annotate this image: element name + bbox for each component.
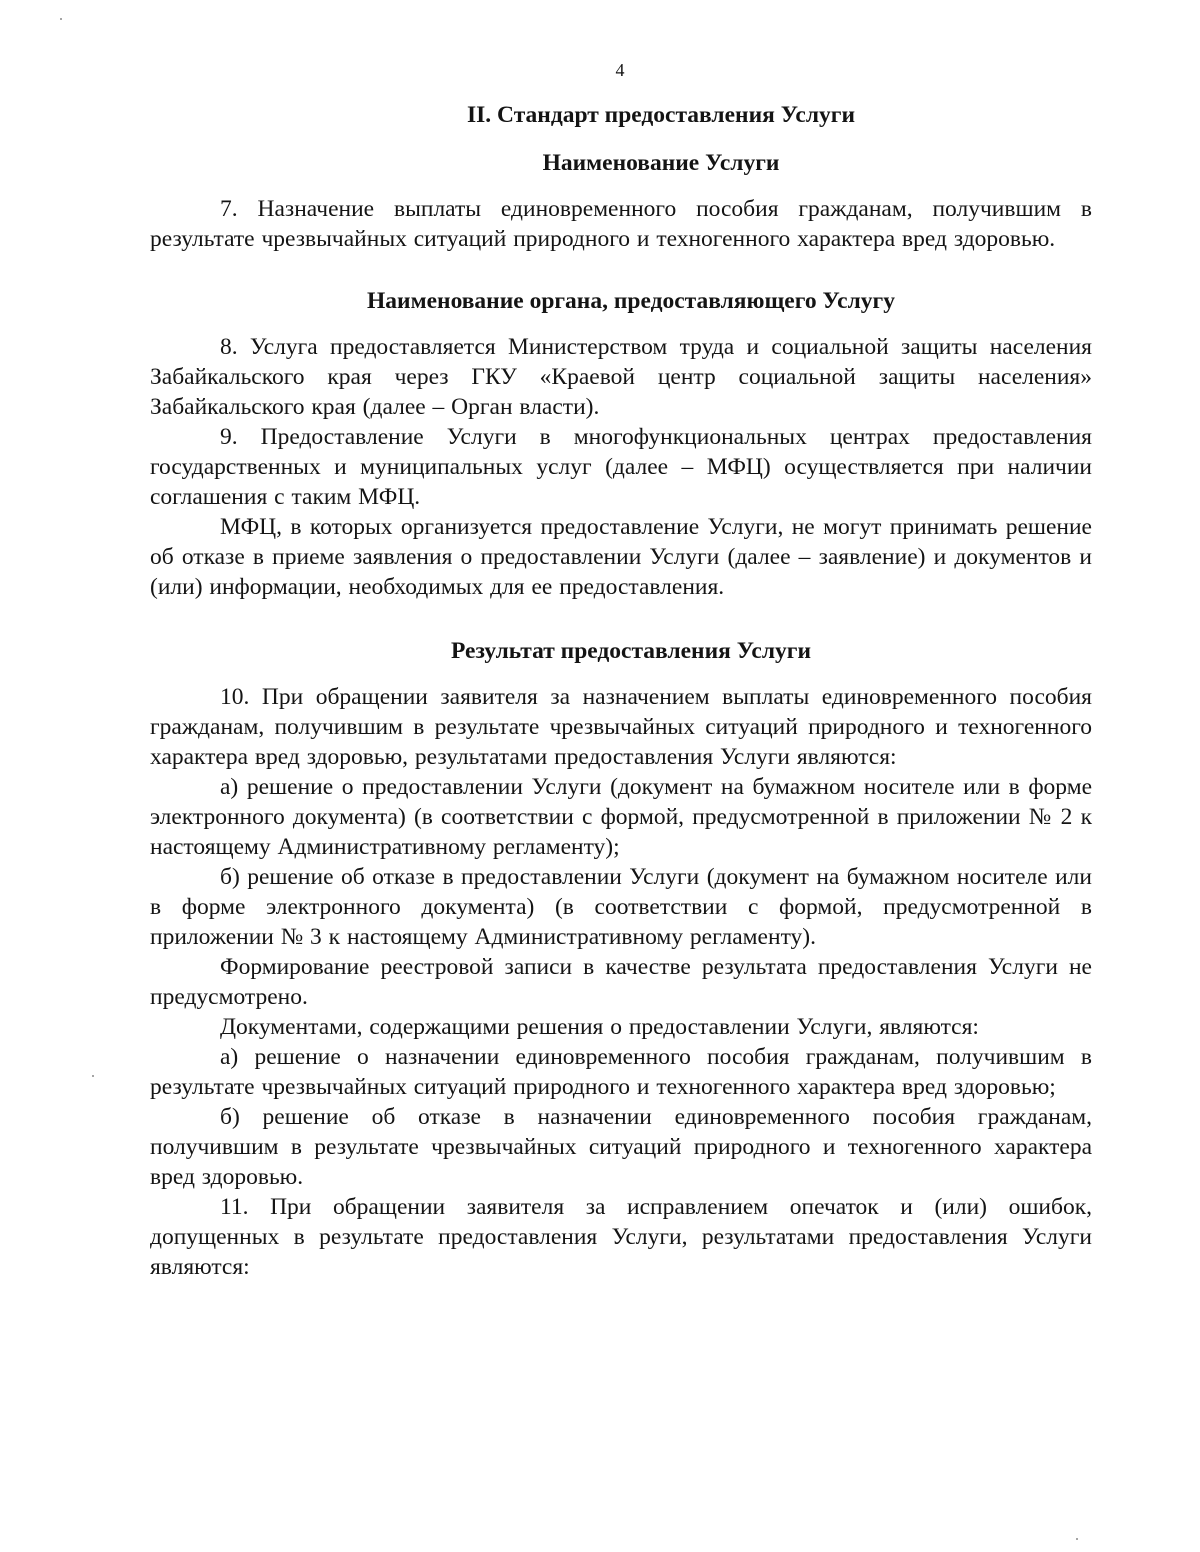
scan-speck bbox=[60, 18, 62, 20]
paragraph-10-documents-item-b: б) решение об отказе в назначении единовременного пособия гражданам, получившим в результате чрезвычайных ситуаций природного и техногенного характера вред здоровью. bbox=[150, 1104, 1092, 1190]
paragraph-9-mfc: МФЦ, в которых организуется предоставление Услуги, не могут принимать решение об отказе в приеме заявления о предоставлении Услуги (далее – заявлeниe) и документов и (или) информации, необходимых для ее предоставления. bbox=[150, 514, 1092, 600]
paragraph-8: 8. Услуга предоставляется Министерством труда и социальной защиты населения Забайкальского края через ГКУ «Краевой центр социальной защиты населения» Забайкальского края (далее – Орган власти). bbox=[150, 334, 1092, 420]
scan-speck bbox=[92, 1075, 94, 1077]
service-name-heading: Наименование Услуги bbox=[542, 150, 780, 176]
paragraph-10-item-a: а) решение о предоставлении Услуги (документ на бумажном носителе или в форме электронного документа) (в соответствии с формой, предусмотренной в приложении № 2 к настоящему Административному регламенту); bbox=[150, 774, 1092, 860]
paragraph-7: 7. Назначение выплаты единовременного пособия гражданам, получившим в результате чрезвычайных ситуаций природного и техногенного характера вред здоровью. bbox=[150, 196, 1092, 252]
paragraph-10-item-b: б) решение об отказе в предоставлении Услуги (документ на бумажном носителе или в форме электронного документа) (в соответствии с формой, предусмотренной в приложении № 3 к настоящему Административному регламенту). bbox=[150, 864, 1092, 950]
paragraph-11: 11. При обращении заявителя за исправлением опечаток и (или) ошибок, допущенных в результате предоставления Услуги, результатами предоставления Услуги являются: bbox=[150, 1194, 1092, 1280]
paragraph-9: 9. Предоставление Услуги в многофункциональных центрах предоставления государственных и муниципальных услуг (далее – МФЦ) осуществляется при наличии соглашения с таким МФЦ. bbox=[150, 424, 1092, 510]
organ-name-heading: Наименование органа, предоставляющего Услугу bbox=[367, 288, 895, 314]
section-heading: II. Стандарт предоставления Услуги bbox=[467, 102, 855, 128]
page-number: 4 bbox=[615, 60, 625, 80]
paragraph-10-documents-item-a: а) решение о назначении единовременного пособия гражданам, получившим в результате чрезвычайных ситуаций природного и техногенного характера вред здоровью; bbox=[150, 1044, 1092, 1100]
document-body bbox=[150, 100, 1092, 1282]
scan-speck bbox=[1076, 1538, 1078, 1540]
paragraph-10: 10. При обращении заявителя за назначением выплаты единовременного пособия гражданам, получившим в результате чрезвычайных ситуаций природного и техногенного характера вред здоровью, результатами предоставления Услуги являются: bbox=[150, 684, 1092, 770]
paragraph-10-registry: Формирование реестровой записи в качестве результата предоставления Услуги не предусмотрено. bbox=[150, 954, 1092, 1010]
paragraph-10-documents: Документами, содержащими решения о предоставлении Услуги, являются: bbox=[220, 1014, 979, 1040]
result-heading: Результат предоставления Услуги bbox=[450, 638, 812, 664]
